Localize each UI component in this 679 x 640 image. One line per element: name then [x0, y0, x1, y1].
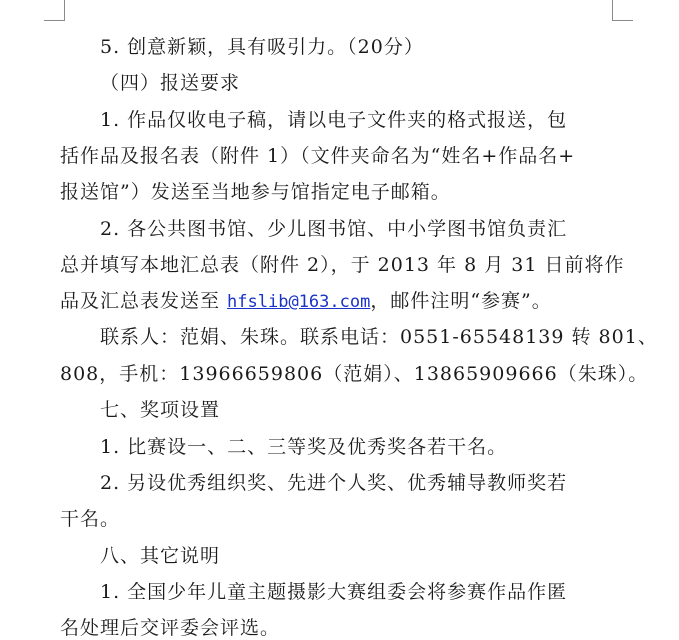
paragraph-line: 1. 全国少年儿童主题摄影大赛组委会将参赛作品作匿	[100, 581, 568, 603]
email-line-suffix: ，邮件注明“参赛”。	[370, 290, 552, 312]
paragraph-line: 总并填写本地汇总表（附件 2），于 2013 年 8 月 31 日前将作	[60, 254, 625, 276]
paragraph-line: 干名。	[60, 508, 121, 530]
section-heading-awards: 七、奖项设置	[100, 399, 221, 421]
paragraph-line: 1. 比赛设一、二、三等奖及优秀奖各若干名。	[100, 436, 508, 458]
email-line	[60, 289, 552, 314]
email-link[interactable]: hfslib@163.com	[227, 292, 371, 312]
contact-phone-line: 808，手机：13966659806（范娟）、13865909666（朱珠）。	[60, 363, 649, 385]
contact-line: 联系人：范娟、朱珠。联系电话：0551-65548139 转 801、	[100, 326, 658, 348]
paragraph-line: 2. 另设优秀组织奖、先进个人奖、优秀辅导教师奖若	[100, 472, 568, 494]
paragraph-line: 2. 各公共图书馆、少儿图书馆、中小学图书馆负责汇	[100, 218, 568, 240]
email-line-prefix: 品及汇总表发送至	[60, 290, 228, 312]
paragraph-line: 括作品及报名表（附件 1）（文件夹命名为“姓名+作品名+	[60, 145, 576, 167]
paragraph-line: 1. 作品仅收电子稿，请以电子文件夹的格式报送，包	[100, 109, 568, 131]
paragraph-line: 报送馆”）发送至当地参与馆指定电子邮箱。	[60, 181, 451, 203]
corner-crop-mark-right	[612, 0, 633, 21]
section-heading-submission: （四）报送要求	[100, 72, 241, 94]
corner-crop-mark-left	[44, 0, 65, 21]
paragraph-line: 名处理后交评委会评选。	[60, 617, 281, 639]
criteria-item-5: 5. 创意新颖，具有吸引力。（20分）	[100, 36, 424, 58]
section-heading-other: 八、其它说明	[100, 545, 221, 567]
